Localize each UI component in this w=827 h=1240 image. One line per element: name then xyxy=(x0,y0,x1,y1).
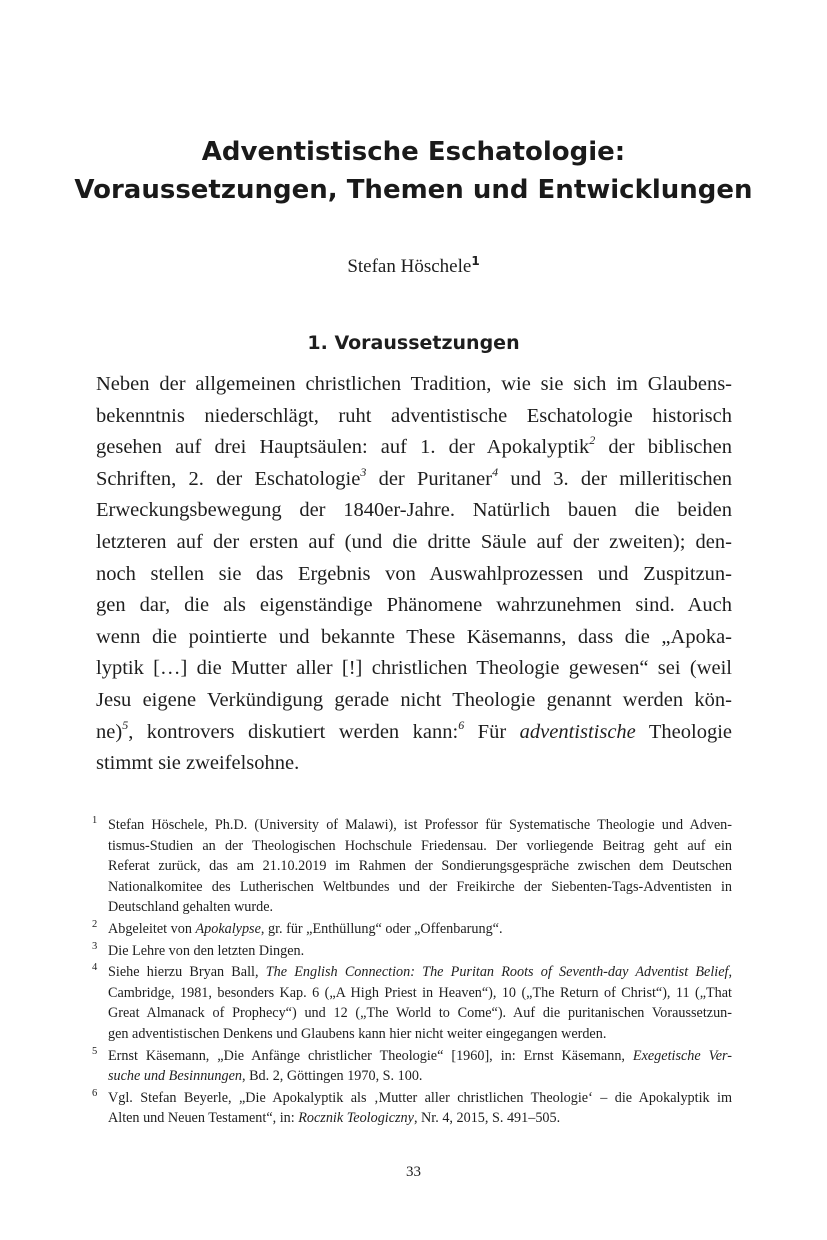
footnote-number: 5 xyxy=(92,1045,98,1057)
footnote-ref-5[interactable]: 5 xyxy=(122,717,129,732)
body-line: gesehen auf drei Hauptsäulen: auf 1. der Apokalyptik$^2$ der biblischen xyxy=(96,433,732,459)
footnote-1: 1 Stefan Höschele, Ph.D. (University of Malawi), ist Professor für Systematische Theologie und Adven- tismus-Studien an der Theologischen Hochschule Friedensau. Der vorliegende Beitrag geht auf ein Referat zurück, das am 21.10.2019 im Rahmen der Sondierungsgespräche zwischen dem Deutschen Nationalkomitee des Lutherischen Weltbundes und der Freikirche der Siebenten-Tags-Adventisten in Deutschland gehalten wurde. xyxy=(92,815,732,918)
body-line: bekenntnis niederschlägt, ruht adventistische Eschatologie historisch xyxy=(96,404,732,427)
footnote-6: 6 Vgl. Stefan Beyerle, „Die Apokalyptik als ‚Mutter aller christlichen Theologie‘ – die Apokalyptik im Alten und Neuen Testament“, in: Rocznik Teologiczny, Nr. 4, 2015, S. 491–505. xyxy=(92,1088,732,1129)
footnote-number: 1 xyxy=(92,815,98,826)
footnote-number: 6 xyxy=(92,1087,98,1099)
body-line: Neben der allgemeinen christlichen Tradition, wie sie sich im Glaubens- xyxy=(96,373,732,395)
body-line: gen dar, die als eigenständige Phänomene wahrzunehmen sind. Auch xyxy=(96,594,732,617)
body-line: noch stellen sie das Ergebnis von Auswahlprozessen und Zuspitzun- xyxy=(96,562,732,585)
footnote-number: 2 xyxy=(92,918,98,930)
footnote-number: 3 xyxy=(92,940,98,952)
footnote-ref-3[interactable]: 3 xyxy=(360,464,367,479)
footnote-4: 4 Siehe hierzu Bryan Ball, The English Connection: The Puritan Roots of Seventh-day Adventist Belief, Cambridge, 1981, besonders Kap. 6 („A High Priest in Heaven“), 10 („The Return of Christ“), 11 („That Great Almanack of Prophecy“) und 12 („The World to Come“). Auf die puritanischen Voraussetzun- gen adventistischen Denkens und Glaubens kann hier nicht weiter eingegangen werden. xyxy=(92,962,732,1044)
body-line: wenn die pointierte und bekannte These Käsemanns, dass die „Apoka- xyxy=(96,625,732,648)
chapter-title-line-2: Voraussetzungen, Themen und Entwicklungen xyxy=(74,175,753,205)
footnote-3: 3 Die Lehre von den letzten Dingen. xyxy=(92,941,732,962)
author-line xyxy=(0,254,827,280)
body-line: stimmt sie zweifelsohne. xyxy=(96,752,300,775)
section-heading: 1. Voraussetzungen xyxy=(307,332,520,354)
body-line: lyptik […] die Mutter aller [!] christlichen Theologie gewesen“ sei (weil xyxy=(96,657,732,680)
body-line: Erweckungsbewegung der 1840er-Jahre. Natürlich bauen die beiden xyxy=(96,499,732,522)
body-line: ne)$^5$, kontrovers diskutiert werden kann:$^6$ Für adventistische Theologie xyxy=(96,717,732,743)
emphasis: adventistische xyxy=(519,720,636,743)
footnote-ref-6[interactable]: 6 xyxy=(458,717,465,732)
footnote-number: 4 xyxy=(92,962,98,974)
author-name: Stefan Höschele xyxy=(347,256,472,277)
body-line: letzteren auf der ersten auf (und die dritte Säule auf der zweiten); den- xyxy=(96,530,732,553)
chapter-title-line-1: Adventistische Eschatologie: xyxy=(201,137,626,167)
body-line: Schriften, 2. der Eschatologie$^3$ der Puritaner$^4$ und 3. der milleritischen xyxy=(96,464,732,490)
body-line: Jesu eigene Verkündigung gerade nicht Theologie genannt werden kön- xyxy=(96,688,732,711)
footnotes xyxy=(92,815,732,1130)
footnote-5: 5 Ernst Käsemann, „Die Anfänge christlicher Theologie“ [1960], in: Ernst Käsemann, Exegetische Ver- suche und Besinnungen, Bd. 2, Göttingen 1970, S. 100. xyxy=(92,1046,732,1087)
chapter-title xyxy=(60,133,767,209)
author-footnote-ref[interactable]: 1 xyxy=(471,254,480,268)
page-number: 33 xyxy=(406,1164,421,1180)
footnote-ref-2[interactable]: 2 xyxy=(589,433,596,448)
body-paragraph xyxy=(96,369,732,780)
footnote-2: 2 Abgeleitet von Apokalypse, gr. für „Enthüllung“ oder „Offenbarung“. xyxy=(92,919,732,940)
footnote-ref-4[interactable]: 4 xyxy=(492,464,499,479)
